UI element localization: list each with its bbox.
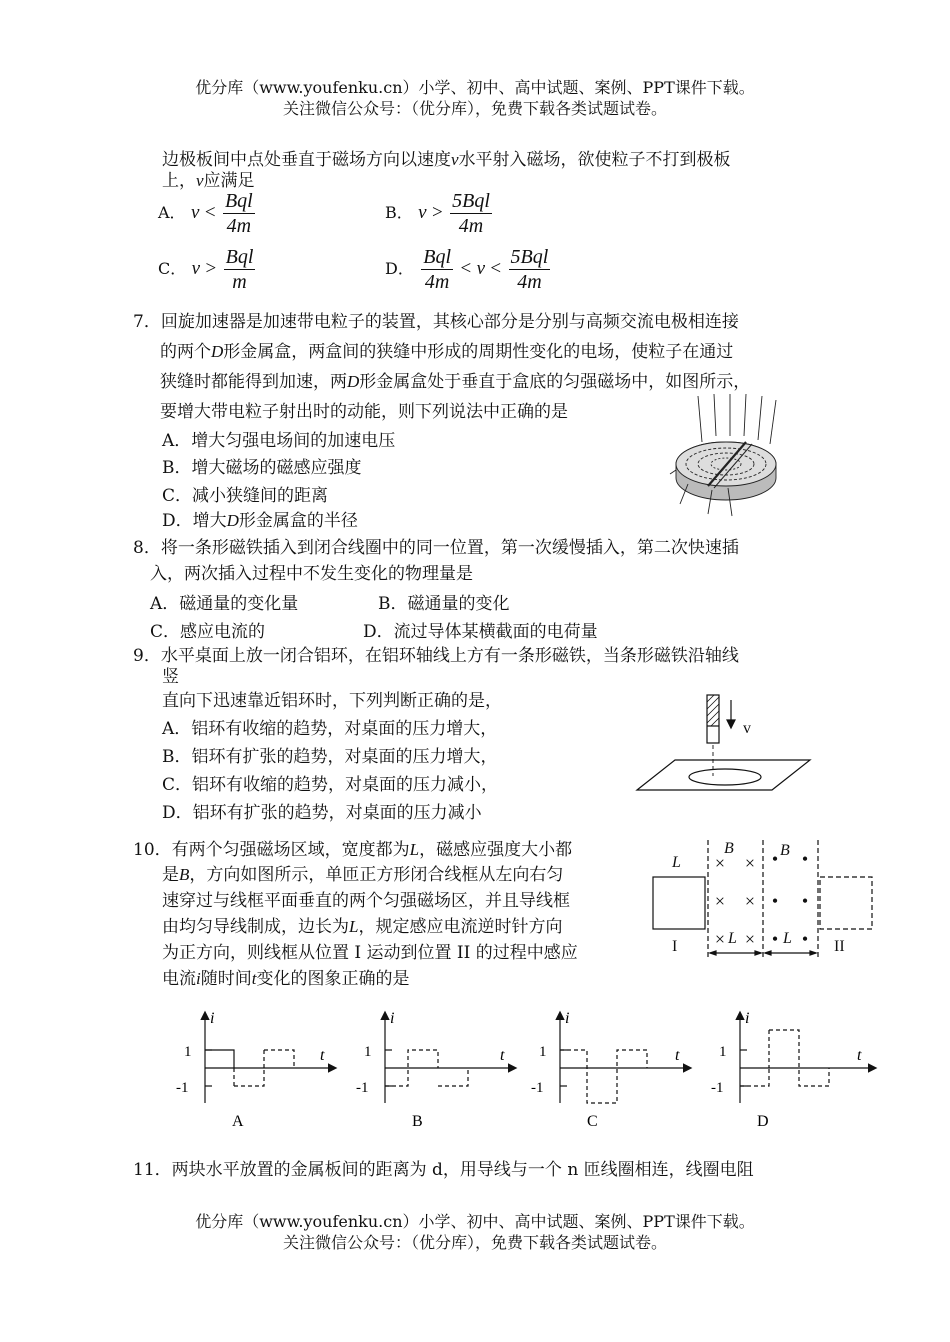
q7-option-b: B．增大磁场的磁感应强度 (162, 458, 362, 478)
q9-option-b: B．铝环有扩张的趋势，对桌面的压力增大， (162, 747, 498, 767)
axis-label-i: i (565, 1010, 570, 1027)
q6-line-1: 边极板间中点处垂直于磁场方向以速度v水平射入磁场，欲使粒子不打到极板 (162, 150, 731, 170)
cyclotron-figure (668, 392, 788, 522)
tick-label-neg1: -1 (711, 1080, 724, 1096)
dot-mark: • (771, 929, 779, 949)
q10-line-2: 是B，方向如图所示，单匝正方形闭合线框从左向右匀 (162, 865, 564, 885)
q10-line-3: 速穿过与线框平面垂直的两个匀强磁场区，并且导线框 (162, 891, 570, 911)
tick-label-1: 1 (364, 1044, 372, 1060)
fraction: $\frac{\text{Bql}}{4m}$ (224, 190, 253, 237)
q8-option-a: A．磁通量的变化量 (150, 594, 299, 614)
axis-label-t: t (675, 1047, 680, 1064)
tick-label-1: 1 (719, 1044, 727, 1060)
q7-option-a: A．增大匀强电场间的加速电压 (162, 431, 396, 451)
q9-option-c: C．铝环有收缩的趋势，对桌面的压力减小， (162, 775, 499, 795)
dot-mark: • (801, 929, 809, 949)
q8-option-b: B．磁通量的变化 (378, 594, 510, 614)
tick-label-1: 1 (539, 1044, 547, 1060)
q7-line-2: 的两个D形金属盒，两盒间的狭缝中形成的周期性变化的电场，使粒子在通过 (160, 342, 734, 362)
q7-option-c: C．减小狭缝间的距离 (162, 486, 329, 506)
axis-label-i: i (390, 1010, 395, 1027)
cross-mark: × (714, 891, 726, 911)
footer-line-1: 优分库（www.youfenku.cn）小学、初中、高中试题、案例、PPT课件下载。 (195, 1212, 755, 1231)
position-label-ii: II (834, 938, 845, 955)
dot-mark: • (771, 891, 779, 911)
graph-b (356, 1010, 515, 1130)
q10-line-1: 10．有两个匀强磁场区域，宽度都为L，磁感应强度大小都 (133, 840, 573, 860)
q8-option-d: D．流过导体某横截面的电荷量 (363, 622, 598, 642)
q7-line-4: 要增大带电粒子射出时的动能，则下列说法中正确的是 (160, 402, 568, 422)
fraction: $\frac{\text{5Bql}}{4m}$ (510, 246, 549, 293)
tick-label-neg1: -1 (176, 1080, 189, 1096)
axis-label-t: t (500, 1047, 505, 1064)
q7-line-3: 狭缝时都能得到加速，两D形金属盒处于垂直于盒底的匀强磁场中，如图所示， (160, 372, 751, 392)
dot-mark: • (801, 891, 809, 911)
axis-label-t: t (320, 1047, 325, 1064)
position-label-i: I (672, 938, 678, 955)
q6-option-a: A． v < $\frac{\text{Bql}}{4m}$ (158, 190, 253, 237)
graph-d (711, 1010, 875, 1130)
q9-line-2: 竖 (162, 667, 179, 687)
graph-a (176, 1010, 335, 1130)
q6-option-d: D． $\frac{\text{Bql}}{4m}$ < v < $\frac{\text{5Bql}}{4m}$ (385, 246, 549, 293)
q8-line-1: 8．将一条形磁铁插入到闭合线圈中的同一位置，第一次缓慢插入，第二次快速插 (133, 538, 739, 558)
q9-line-1: 9．水平桌面上放一闭合铝环，在铝环轴线上方有一条形磁铁，当条形磁铁沿轴线 (133, 646, 739, 666)
graph-label-b: B (412, 1113, 423, 1130)
axis-label-i: i (210, 1010, 215, 1027)
cross-mark: × (744, 929, 756, 949)
q10-line-6: 电流i随时间t变化的图象正确的是 (162, 969, 410, 989)
q7-line-1: 7．回旋加速器是加速带电粒子的装置，其核心部分是分别与高频交流电极相连接 (133, 312, 739, 332)
q6-line-2: 上，v应满足 (162, 171, 255, 191)
graph-c (531, 1010, 690, 1130)
cross-mark: × (714, 853, 726, 873)
q8-option-c: C．感应电流的 (150, 622, 266, 642)
width-label-l2: L (783, 930, 792, 947)
side-label-l: L (672, 854, 681, 871)
tick-label-1: 1 (184, 1044, 192, 1060)
fraction: $\frac{\text{Bql}}{m}$ (225, 246, 254, 293)
dot-mark: • (771, 849, 779, 869)
graph-label-c: C (587, 1113, 598, 1130)
q6-option-b: B． v > $\frac{\text{5Bql}}{4m}$ (385, 190, 490, 237)
q11-line-1: 11．两块水平放置的金属板间的距离为 d，用导线与一个 n 匝线圈相连，线圈电阻 (133, 1160, 754, 1180)
axis-label-t: t (857, 1047, 862, 1064)
header-line-2: 关注微信公众号：（优分库），免费下载各类试题试卷。 (282, 99, 667, 118)
current-time-graphs (170, 1008, 890, 1133)
velocity-label: v (743, 720, 751, 737)
fraction: $\frac{\text{5Bql}}{4m}$ (452, 190, 490, 237)
cross-mark: × (744, 891, 756, 911)
q9-option-a: A．铝环有收缩的趋势，对桌面的压力增大， (162, 719, 498, 739)
field-label-b1: B (724, 840, 734, 857)
q6-option-c: C． v > $\frac{\text{Bql}}{m}$ (158, 246, 254, 293)
graph-label-a: A (232, 1113, 244, 1130)
q8-line-2: 入，两次插入过程中不发生变化的物理量是 (150, 564, 473, 584)
graph-label-d: D (757, 1113, 769, 1130)
tick-label-neg1: -1 (356, 1080, 369, 1096)
cross-mark: × (744, 853, 756, 873)
field-region-figure (648, 835, 878, 965)
q9-line-3: 直向下迅速靠近铝环时，下列判断正确的是， (162, 691, 502, 711)
cross-mark: × (714, 929, 726, 949)
dot-mark: • (801, 849, 809, 869)
fraction: $\frac{\text{Bql}}{4m}$ (423, 246, 452, 293)
tick-label-neg1: -1 (531, 1080, 544, 1096)
field-label-b2: B (780, 842, 790, 859)
q7-option-d: D．增大D形金属盒的半径 (162, 511, 358, 531)
axis-label-i: i (745, 1010, 750, 1027)
footer-line-2: 关注微信公众号：（优分库），免费下载各类试题试卷。 (282, 1233, 667, 1252)
q10-line-4: 由均匀导线制成，边长为L，规定感应电流逆时针方向 (162, 917, 563, 937)
magnet-ring-figure (635, 690, 815, 800)
q9-option-d: D．铝环有扩张的趋势，对桌面的压力减小 (162, 803, 482, 823)
q10-line-5: 为正方向，则线框从位置 I 运动到位置 II 的过程中感应 (162, 943, 578, 963)
width-label-l1: L (728, 930, 737, 947)
header-line-1: 优分库（www.youfenku.cn）小学、初中、高中试题、案例、PPT课件下载。 (195, 78, 755, 97)
